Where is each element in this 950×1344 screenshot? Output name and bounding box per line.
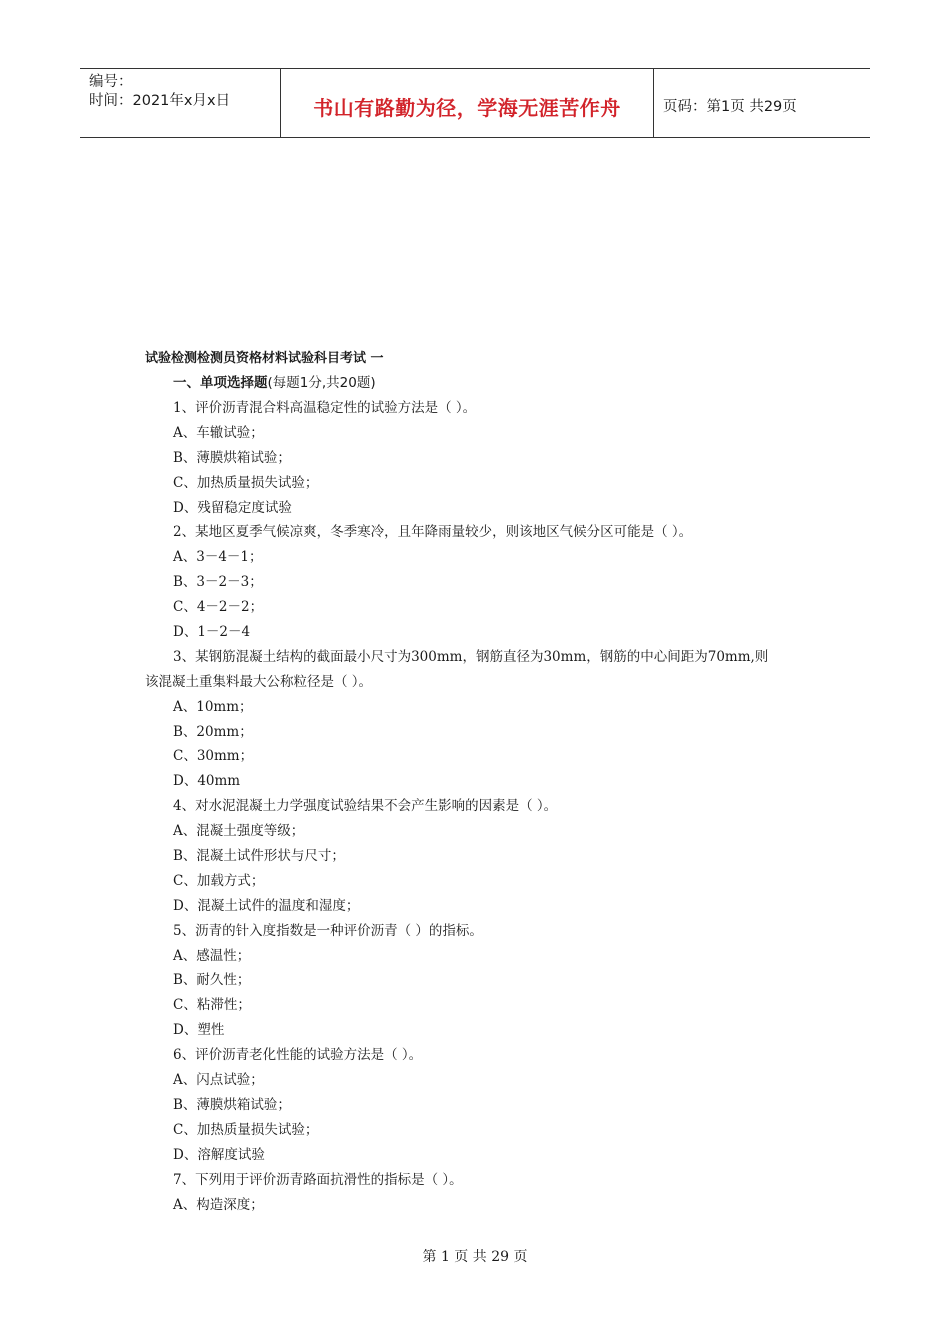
question-line: 3、某钢筋混凝土结构的截面最小尺寸为300mm，钢筋直径为30mm，钢筋的中心间距为70mm,则 [173, 648, 769, 665]
question-line: D、溶解度试验 [173, 1146, 265, 1163]
question-line: C、加载方式； [173, 872, 265, 889]
document-header [80, 68, 870, 138]
question-line: A、3－4－1； [173, 549, 263, 566]
question-line: 6、评价沥青老化性能的试验方法是（ ）。 [173, 1047, 423, 1064]
question-line: 5、沥青的针入度指数是一种评价沥青（ ）的指标。 [173, 922, 483, 939]
question-line: C、加热质量损失试验； [173, 1121, 319, 1138]
question-line: B、20mm； [173, 723, 253, 740]
question-line: C、30mm； [173, 748, 254, 765]
question-line: A、车辙试验； [173, 424, 264, 441]
question-line: A、10mm； [173, 698, 253, 715]
question-line: B、薄膜烘箱试验； [173, 449, 291, 466]
header-motto-cell [281, 69, 654, 137]
question-line: B、混凝土试件形状与尺寸； [173, 848, 345, 865]
question-line: 7、下列用于评价沥青路面抗滑性的指标是（ ）。 [173, 1171, 463, 1188]
page-label: 页码：第1页 共29页 [663, 98, 797, 115]
section-heading [145, 371, 825, 396]
question-line: C、加热质量损失试验； [173, 474, 319, 491]
question-line: A、构造深度； [173, 1196, 264, 1213]
number-label: 编号： [89, 74, 133, 90]
question-list [145, 396, 825, 1217]
question-line: 该混凝土重集料最大公称粒径是（ ）。 [145, 673, 373, 690]
question-line: C、粘滞性； [173, 997, 251, 1014]
header-page-cell [654, 69, 870, 137]
question-line: D、塑性 [173, 1022, 225, 1039]
page-footer: 第 1 页 共 29 页 [422, 1249, 528, 1265]
question-line: 4、对水泥混凝土力学强度试验结果不会产生影响的因素是（ ）。 [173, 798, 558, 815]
document-title: 试验检测检测员资格材料试验科目考试 一 [145, 351, 384, 366]
section-heading-note: (每题1分,共20题) [267, 375, 376, 391]
question-line: B、耐久性； [173, 972, 251, 989]
time-label: 时间：2021年x月x日 [89, 93, 231, 109]
question-line: D、40mm [173, 773, 241, 790]
section-heading-bold: 一、单项选择题 [173, 375, 268, 391]
header-meta [80, 69, 281, 137]
document-body [145, 346, 825, 1217]
question-line: D、1－2－4 [173, 624, 251, 641]
question-line: C、4－2－2； [173, 599, 264, 616]
question-line: 1、评价沥青混合料高温稳定性的试验方法是（ ）。 [173, 400, 477, 416]
question-line: D、混凝土试件的温度和湿度； [173, 897, 360, 914]
motto-text: 书山有路勤为径，学海无涯苦作舟 [313, 95, 621, 120]
question-line: B、3－2－3； [173, 574, 263, 591]
question-line: A、感温性； [173, 947, 251, 964]
question-line: 2、某地区夏季气候凉爽，冬季寒冷，且年降雨量较少，则该地区气候分区可能是（ ）。 [173, 524, 693, 541]
question-line: A、闪点试验； [173, 1072, 264, 1089]
question-line: B、薄膜烘箱试验； [173, 1096, 291, 1113]
question-line: D、残留稳定度试验 [173, 499, 292, 516]
question-line: A、混凝土强度等级； [173, 823, 305, 840]
